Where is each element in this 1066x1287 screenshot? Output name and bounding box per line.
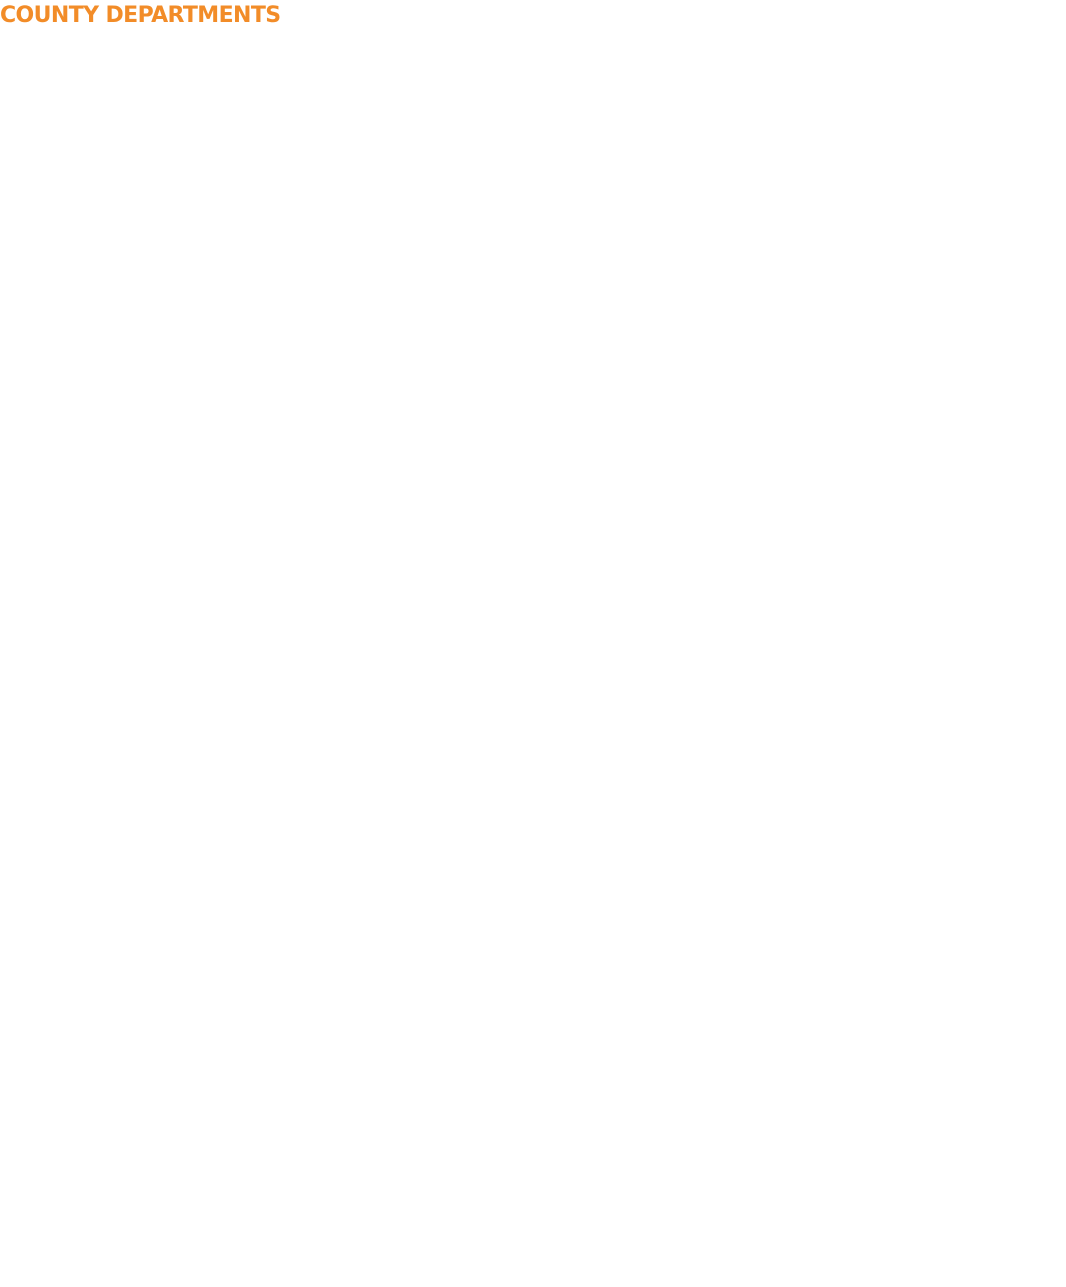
section-heading: COUNTY DEPARTMENTS <box>0 3 281 28</box>
